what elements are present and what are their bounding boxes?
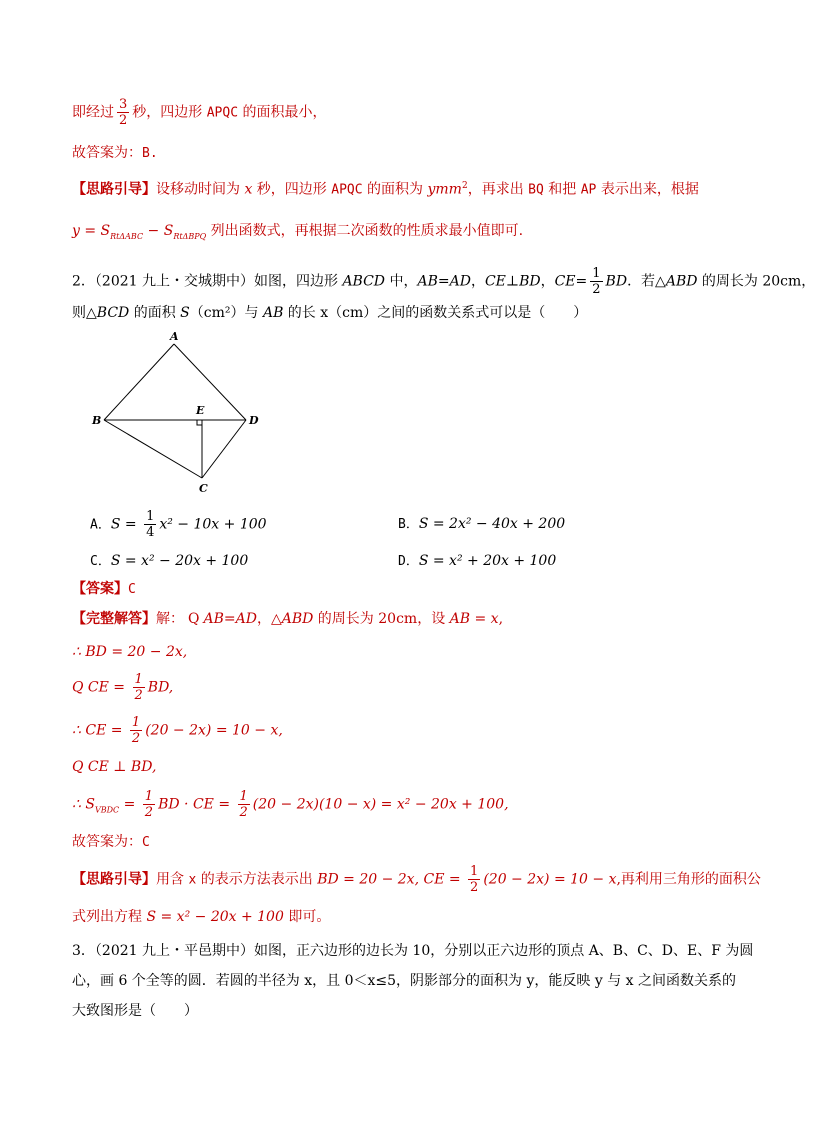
label-e: E — [196, 404, 205, 417]
solution-step-1: ∴ BD = 20 − 2x, — [72, 644, 188, 660]
quadrilateral-figure — [88, 328, 268, 498]
edge-bc — [104, 420, 202, 478]
label-b: B — [92, 414, 102, 427]
question-3-line-2: 心，画 6 个全等的圆．若圆的半径为 x，且 0＜x≤5，阴影部分的面积为 y，能反映 y 与 x 之间函数关系的 — [72, 973, 737, 989]
option-c: C．S = x² − 20x + 100 — [90, 553, 249, 569]
option-a: A．S = $\frac{1}{4}$ x² − 10x + 100 — [90, 509, 267, 540]
question-2-line-2: 则△BCD 的面积 S（cm²）与 AB 的长 x（cm）之间的函数关系式可以是（ ） — [72, 305, 588, 321]
solution-step-5: ∴ $S_{VBDC}$ = $\frac{1}{2}$ BD · CE = $\frac{1}{2}$ (20 − 2x)(10 − x) = x² − 20x + 100, — [72, 789, 509, 820]
solution-intro: 【完整解答】解： Q AB=AD，△ABD 的周长为 20cm，设 AB = x, — [72, 611, 504, 627]
label-d: D — [249, 414, 259, 427]
hint-line-q2: 【思路引导】用含 x 的表示方法表示出 BD = 20 − 2x, CE = $\frac{1}{2}$ (20 − 2x) = 10 − x,再利用三角形的面积公 — [72, 864, 761, 895]
solution-line-min-time: 即经过 $\frac{3}{2}$ 秒，四边形 APQC 的面积最小， — [72, 97, 327, 128]
question-2-line-1: 2．（2021 九上・交城期中）如图，四边形 ABCD 中，AB=AD，CE⊥BD，CE= $\frac{1}{2}$ BD．若△ABD 的周长为 20cm， — [72, 266, 815, 297]
solution-step-3: ∴ CE = $\frac{1}{2}$ (20 − 2x) = 10 − x, — [72, 715, 283, 746]
edge-ad — [174, 344, 246, 420]
label-c: C — [199, 482, 208, 495]
question-3-line-1: 3．（2021 九上・平邑期中）如图，正六边形的边长为 10，分别以正六边形的顶点 A、B、C、D、E、F 为圆 — [72, 943, 754, 959]
label-a: A — [170, 330, 179, 343]
option-b: B．S = 2x² − 40x + 200 — [398, 516, 566, 532]
option-d: D．S = x² + 20x + 100 — [398, 553, 557, 569]
hint-line-q1: 【思路引导】设移动时间为 x 秒，四边形 APQC 的面积为 ymm$^2$，再求出 BQ 和把 AP 表示出来，根据 — [72, 181, 699, 198]
edge-cd — [202, 420, 246, 478]
solution-step-4: Q CE ⊥ BD, — [72, 759, 157, 775]
solution-step-2: Q CE = $\frac{1}{2}$ BD, — [72, 672, 174, 703]
hint-line-q2-cont: 式列出方程 S = x² − 20x + 100 即可。 — [72, 909, 331, 925]
hint-formula-q1: $y = S_{Rt\Delta ABC} - S_{Rt\Delta BPQ}$ 列出函数式，再根据二次函数的性质求最小值即可. — [72, 223, 524, 241]
question-3-line-3: 大致图形是（ ） — [72, 1003, 198, 1019]
right-angle-mark — [197, 420, 202, 425]
answer-line-q2: 【答案】C — [72, 581, 136, 597]
answer-line-q2-final: 故答案为：C — [72, 834, 150, 850]
answer-line-q1: 故答案为：B. — [72, 145, 158, 161]
edge-ab — [104, 344, 174, 420]
